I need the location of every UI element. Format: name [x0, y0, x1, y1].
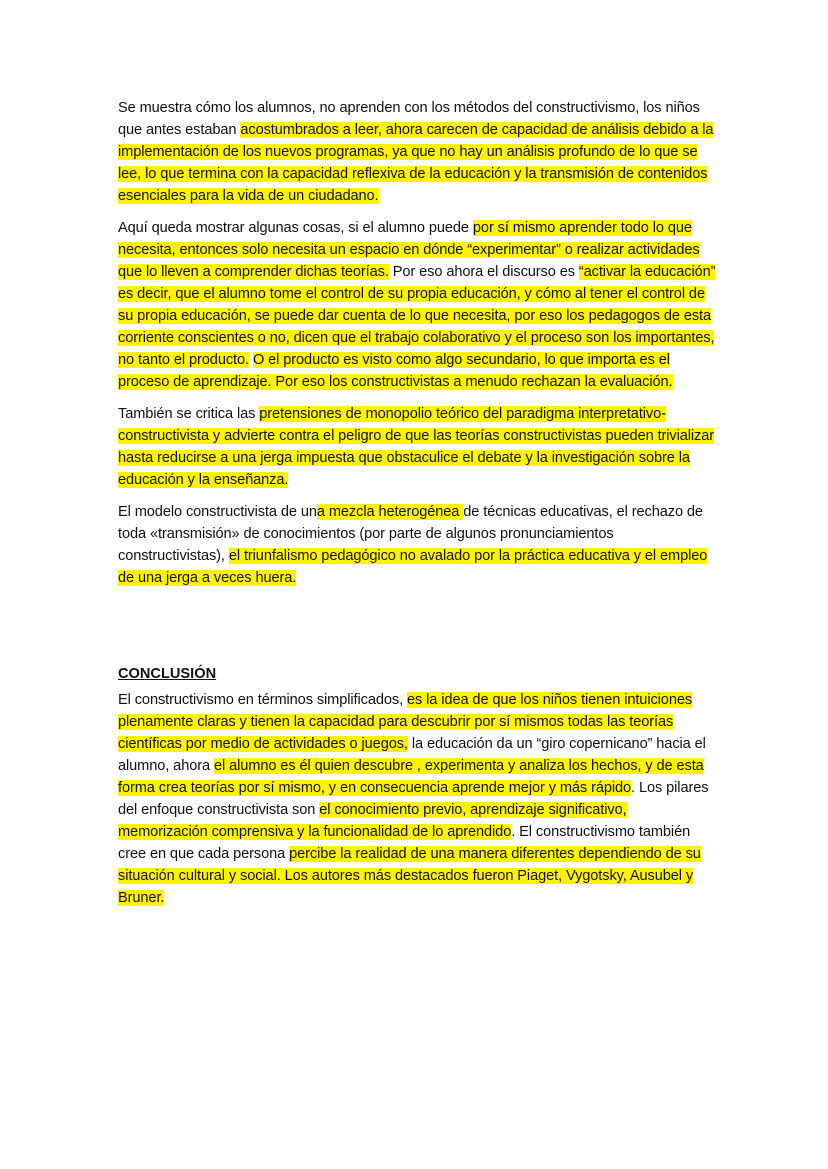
text-run: Se muestra cómo los alumnos, no aprenden con los métodos del constructivismo, los niños que antes estaban — [118, 100, 700, 138]
highlighted-text: percibe la realidad de una manera diferentes dependiendo de su situación cultural y social. Los autores más destacados fueron Piaget, Vygotsky, Ausubel y Bruner. — [118, 846, 701, 906]
text-run: El modelo constructivista de un — [118, 504, 317, 520]
text-run: la educación da un “giro copernicano” hacia el alumno, ahora — [118, 736, 706, 774]
highlighted-text: por sí mismo aprender todo lo que necesita, entonces solo necesita un espacio en dónde “experimentar” o realizar actividades que lo lleven a comprender dichas teorías. — [118, 220, 700, 280]
document-body — [118, 97, 718, 919]
highlighted-text: el conocimiento previo, aprendizaje significativo, memorización comprensiva y la funcionalidad de lo aprendido — [118, 802, 627, 840]
highlighted-text: pretensiones de monopolio teórico del paradigma interpretativo-constructivista y advierte contra el peligro de que las teorías constructivistas pueden trivializar hasta reducirse a una jerga impuesta que obstaculice el debate y la investigación sobre la educación y la enseñanza. — [118, 406, 715, 488]
paragraph-2 — [118, 217, 718, 393]
highlighted-text: “activar la educación” — [578, 264, 716, 280]
highlighted-text: es decir, que el alumno tome el control de su propia educación, y cómo al tener el control de su propia educación, se puede dar cuenta de lo que necesita, por eso los pedagogos de esta corriente conscientes o no, dicen que el trabajo colaborativo y el proceso son los importantes, no tanto el producto. — [118, 286, 715, 368]
highlighted-text: acostumbrados a leer, ahora carecen de capacidad de análisis debido a la implementación de los nuevos programas, ya que no hay un análisis profundo de lo que se lee, lo que termina con la capacidad reflexiva de la educación y la transmisión de contenidos esenciales para la vida de un ciudadano. — [118, 122, 714, 204]
text-run: . El constructivismo también cree en que cada persona — [118, 824, 691, 862]
highlighted-text: O el producto es visto como algo secundario, lo que importa es el proceso de aprendizaje. Por eso los constructivistas a menudo rechazan la evaluación. — [118, 352, 673, 390]
highlighted-text: el triunfalismo pedagógico no avalado por la práctica educativa y el empleo de una jerga a veces huera. — [118, 548, 708, 586]
paragraph-3 — [118, 403, 718, 491]
highlighted-text: es la idea de que los niños tienen intuiciones plenamente claras y tienen la capacidad para descubrir por sí mismos todas las teorías científicas por medio de actividades o juegos, — [118, 692, 693, 752]
text-run: Por eso ahora el discurso es — [388, 264, 579, 280]
text-run: También se critica las — [118, 406, 260, 422]
paragraph-4 — [118, 501, 718, 589]
conclusion-paragraph — [118, 689, 718, 909]
highlighted-text: el alumno es él quien descubre , experimenta y analiza los hechos, y de esta forma crea teorías por sí mismo, y en consecuencia aprende mejor y más rápido — [118, 758, 704, 796]
text-run: de técnicas educativas, el rechazo de toda «transmisión» de conocimientos (por parte de algunos pronunciamientos constructivistas), — [118, 504, 703, 564]
blank-space — [118, 599, 718, 663]
highlighted-text: a mezcla heterogénea — [316, 504, 464, 520]
text-run: . Los pilares del enfoque constructivista son — [118, 780, 709, 818]
paragraph-1 — [118, 97, 718, 207]
text-run: Aquí queda mostrar algunas cosas, si el alumno puede — [118, 220, 473, 236]
conclusion-heading: CONCLUSIÓN — [118, 666, 217, 682]
text-run: El constructivismo en términos simplificados, — [118, 692, 407, 708]
